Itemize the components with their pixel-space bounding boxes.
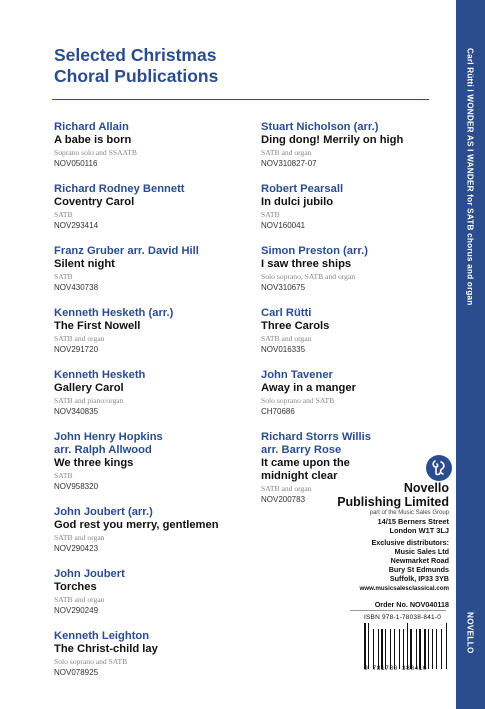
work-title: Torches: [54, 581, 97, 593]
list-item: [54, 245, 244, 293]
voicing: SATB and organ: [54, 533, 105, 542]
title-line-1: Selected Christmas: [54, 45, 217, 65]
title-line-2: Choral Publications: [54, 66, 219, 86]
voicing: SATB: [54, 210, 73, 219]
voicing: SATB and organ: [54, 334, 105, 343]
work-title: I saw three ships: [261, 258, 352, 270]
work-title: A babe is born: [54, 134, 132, 146]
barcode-bar: [407, 623, 408, 669]
barcode-bar: [424, 629, 426, 669]
barcode: [364, 614, 449, 672]
voicing: SATB: [54, 471, 73, 480]
barcode-bar: [403, 629, 405, 669]
composer-name: Carl Rütti: [261, 307, 312, 319]
distributor-line-2: Newmarket Road: [390, 556, 449, 565]
catalogue-number: NOV160041: [261, 221, 306, 230]
barcode-bars: [364, 623, 449, 669]
barcode-bar: [384, 629, 385, 669]
catalogue-number: CH70686: [261, 407, 295, 416]
work-title: Away in a manger: [261, 382, 356, 394]
composer-name: Richard Storrs Willis: [261, 431, 371, 443]
composer-name: Franz Gruber arr. David Hill: [54, 245, 199, 257]
barcode-bar: [434, 629, 435, 669]
catalogue-number: NOV200783: [261, 495, 306, 504]
barcode-bar: [368, 623, 369, 669]
voicing: SATB and organ: [261, 148, 312, 157]
work-title: God rest you merry, gentlemen: [54, 519, 219, 531]
voicing: SATB and organ: [261, 484, 312, 493]
composer-name: John Henry Hopkins: [54, 431, 163, 443]
list-item: [261, 245, 441, 293]
voicing: SATB: [261, 210, 280, 219]
barcode-bar: [396, 629, 398, 669]
barcode-bar: [370, 629, 372, 669]
barcode-bar: [428, 629, 429, 669]
voicing: Solo soprano and SATB: [54, 657, 128, 666]
list-item: [261, 307, 441, 355]
catalogue-number: NOV340835: [54, 407, 99, 416]
publication-list-right: [261, 121, 441, 519]
distributor-line-1: Music Sales Ltd: [394, 547, 449, 556]
work-title: It came upon the: [261, 457, 350, 469]
publisher-block: [249, 481, 449, 535]
list-item: [54, 630, 244, 678]
barcode-bar: [409, 623, 410, 669]
work-title-line-2: midnight clear: [261, 470, 338, 482]
publisher-address-1: 14/15 Berners Street: [377, 517, 449, 526]
composer-name: Kenneth Hesketh (arr.): [54, 307, 174, 319]
list-item: [54, 506, 244, 554]
barcode-bar: [394, 629, 395, 669]
barcode-bar: [419, 629, 421, 669]
barcode-bar: [378, 629, 379, 669]
barcode-bar: [436, 629, 437, 669]
barcode-bar: [417, 629, 418, 669]
header-divider: [52, 99, 429, 100]
publisher-name-2: Publishing Limited: [337, 495, 449, 509]
barcode-bar: [413, 629, 415, 669]
publisher-name-1: Novello: [403, 481, 449, 495]
catalogue-number: NOV050116: [54, 159, 98, 168]
website-url: www.musicsalesclassical.com: [359, 585, 449, 592]
barcode-bar: [364, 623, 366, 669]
distributor-line-4: Suffolk, IP33 3YB: [389, 574, 449, 583]
list-item: [261, 183, 441, 231]
publication-list-left: [54, 121, 244, 692]
barcode-bar: [387, 629, 389, 669]
catalogue-number: NOV290423: [54, 544, 99, 553]
barcode-bar: [410, 629, 412, 669]
catalogue-number: NOV016335: [261, 345, 306, 354]
voicing: Solo soprano and SATB: [261, 396, 335, 405]
composer-name: Robert Pearsall: [261, 183, 344, 195]
work-title: Gallery Carol: [54, 382, 124, 394]
barcode-number: 9 781780 388410: [364, 665, 428, 672]
distributor-line-3: Bury St Edmunds: [388, 565, 449, 574]
barcode-bar: [432, 629, 434, 669]
isbn: ISBN 978-1-78038-841-0: [364, 614, 442, 621]
work-title: In dulci jubilo: [261, 196, 334, 208]
novello-logo-icon: [426, 455, 452, 481]
list-item: [54, 183, 244, 231]
barcode-bar: [441, 629, 442, 669]
list-item: [54, 568, 244, 616]
distributor-label: Exclusive distributors:: [371, 538, 449, 547]
page-title: [54, 45, 314, 87]
catalogue-number: NOV310827-07: [261, 159, 317, 168]
order-number: Order No. NOV040118: [374, 600, 449, 609]
work-title: Three Carols: [261, 320, 330, 332]
barcode-bar: [385, 629, 386, 669]
barcode-bar: [390, 629, 392, 669]
composer-name: John Joubert: [54, 568, 125, 580]
barcode-bar: [373, 629, 374, 669]
barcode-bar: [401, 629, 402, 669]
distributor-block: [249, 538, 449, 583]
barcode-bar: [416, 629, 417, 669]
voicing: Soprano solo and SSAATB: [54, 148, 137, 157]
voicing: SATB: [54, 272, 73, 281]
work-title: The Christ-child lay: [54, 643, 158, 655]
composer-name: Simon Preston (arr.): [261, 245, 368, 257]
barcode-bar: [374, 629, 376, 669]
composer-name: Richard Rodney Bennett: [54, 183, 185, 195]
list-item: [54, 121, 244, 169]
spine-title: Carl Rütti I WONDER AS I WANDER for SATB chorus and organ: [465, 48, 475, 306]
composer-name: Richard Allain: [54, 121, 129, 133]
composer-name: Kenneth Hesketh: [54, 369, 146, 381]
arranger-name: arr. Barry Rose: [261, 444, 342, 456]
catalogue-number: NOV290249: [54, 606, 99, 615]
catalogue-number: NOV430738: [54, 283, 99, 292]
voicing: SATB and organ: [54, 595, 105, 604]
barcode-bar: [399, 629, 400, 669]
list-item: [261, 369, 441, 417]
barcode-bar: [446, 623, 447, 669]
barcode-bar: [442, 623, 444, 669]
barcode-bar: [379, 629, 380, 669]
catalogue-number: NOV291720: [54, 345, 99, 354]
composer-name: John Tavener: [261, 369, 333, 381]
barcode-bar: [422, 629, 423, 669]
work-title: The First Nowell: [54, 320, 141, 332]
barcode-bar: [438, 629, 440, 669]
list-item: [261, 121, 441, 169]
barcode-bar: [392, 629, 393, 669]
barcode-bar: [381, 629, 383, 669]
work-title: Ding dong! Merrily on high: [261, 134, 404, 146]
voicing: SATB and organ: [261, 334, 312, 343]
list-item: [54, 369, 244, 417]
barcode-bar: [430, 629, 431, 669]
publisher-address-2: London W1T 3LJ: [389, 526, 449, 535]
publisher-group: part of the Music Sales Group: [369, 510, 449, 516]
list-item: [54, 307, 244, 355]
composer-name: John Joubert (arr.): [54, 506, 153, 518]
composer-name: Kenneth Leighton: [54, 630, 150, 642]
list-item: [54, 431, 244, 492]
work-title: We three kings: [54, 457, 134, 469]
composer-name: Stuart Nicholson (arr.): [261, 121, 379, 133]
work-title: Silent night: [54, 258, 115, 270]
barcode-bar: [427, 629, 428, 669]
barcode-bar: [367, 623, 368, 669]
voicing: Solo soprano, SATB and organ: [261, 272, 356, 281]
spine-publisher: NOVELLO: [465, 612, 475, 654]
barcode-bar: [447, 623, 448, 669]
catalogue-number: NOV078925: [54, 668, 99, 677]
catalogue-number: NOV958320: [54, 482, 99, 491]
catalogue-number: NOV293414: [54, 221, 99, 230]
arranger-name: arr. Ralph Allwood: [54, 444, 152, 456]
footer-divider: [350, 610, 446, 611]
barcode-bar: [405, 629, 406, 669]
voicing: SATB and piano/organ: [54, 396, 124, 405]
catalogue-number: NOV310675: [261, 283, 306, 292]
work-title: Coventry Carol: [54, 196, 135, 208]
